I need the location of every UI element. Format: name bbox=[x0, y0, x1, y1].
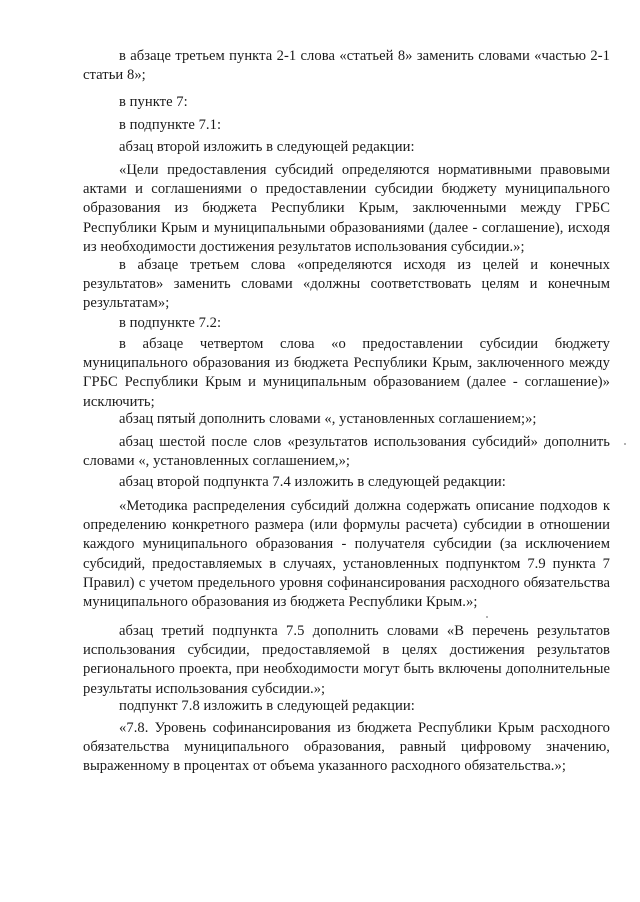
paragraph-15: «7.8. Уровень софинансирования из бюджета Республики Крым расходного обязательства муниципального образования, равный цифровому значению, выраженному в процентах от объема указанного расходного обязательства.»; bbox=[83, 720, 610, 775]
scan-speck bbox=[624, 443, 626, 445]
scan-speck bbox=[486, 616, 488, 618]
paragraph-11: абзац второй подпункта 7.4 изложить в следующей редакции: bbox=[119, 474, 506, 490]
paragraph-13: абзац третий подпункта 7.5 дополнить словами «В перечень результатов использования субсидии, предоставляемой в целях достижения результатов регионального проекта, при необходимости могут быть включены дополнительные результаты использования субсидии.»; bbox=[83, 623, 610, 697]
paragraph-12: «Методика распределения субсидий должна содержать описание подходов к определению конкретного размера (или формулы расчета) субсидии в отношении каждого муниципального образования - получателя субсидии (за исключением субсидий, предоставляемых в случаях, установленных подпунктом 7.9 пункта 7 Правил) с учетом предельного уровня софинансирования расходного обязательства муниципального образования из бюджета Республики Крым.»; bbox=[83, 498, 610, 611]
paragraph-4: абзац второй изложить в следующей редакции: bbox=[119, 139, 415, 155]
paragraph-1: в абзаце третьем пункта 2-1 слова «статьей 8» заменить словами «частью 2-1 статьи 8»; bbox=[83, 48, 610, 84]
paragraph-9: абзац пятый дополнить словами «, установленных соглашением;»; bbox=[119, 411, 537, 427]
paragraph-3: в подпункте 7.1: bbox=[119, 117, 222, 133]
paragraph-10: абзац шестой после слов «результатов использования субсидий» дополнить словами «, установленных соглашением,»; bbox=[83, 434, 610, 470]
paragraph-8: в абзаце четвертом слова «о предоставлении субсидии бюджету муниципального образования из бюджета Республики Крым, заключенного между ГРБС Республики Крым и муниципальным образованием (далее - соглашение)» исключить; bbox=[83, 336, 610, 410]
paragraph-14: подпункт 7.8 изложить в следующей редакции: bbox=[119, 698, 415, 714]
paragraph-5: «Цели предоставления субсидий определяются нормативными правовыми актами и соглашениями о предоставлении субсидии бюджету муниципального образования из бюджета Республики Крым, заключенными между ГРБС Республики Крым и муниципальными образованиями (далее - соглашение), исходя из необходимости достижения результатов использования субсидии.»; bbox=[83, 162, 610, 255]
paragraph-2: в пункте 7: bbox=[119, 94, 188, 110]
paragraph-7: в подпункте 7.2: bbox=[119, 315, 222, 331]
paragraph-6: в абзаце третьем слова «определяются исходя из целей и конечных результатов» заменить словами «должны соответствовать целям и конечным результатам»; bbox=[83, 257, 610, 312]
